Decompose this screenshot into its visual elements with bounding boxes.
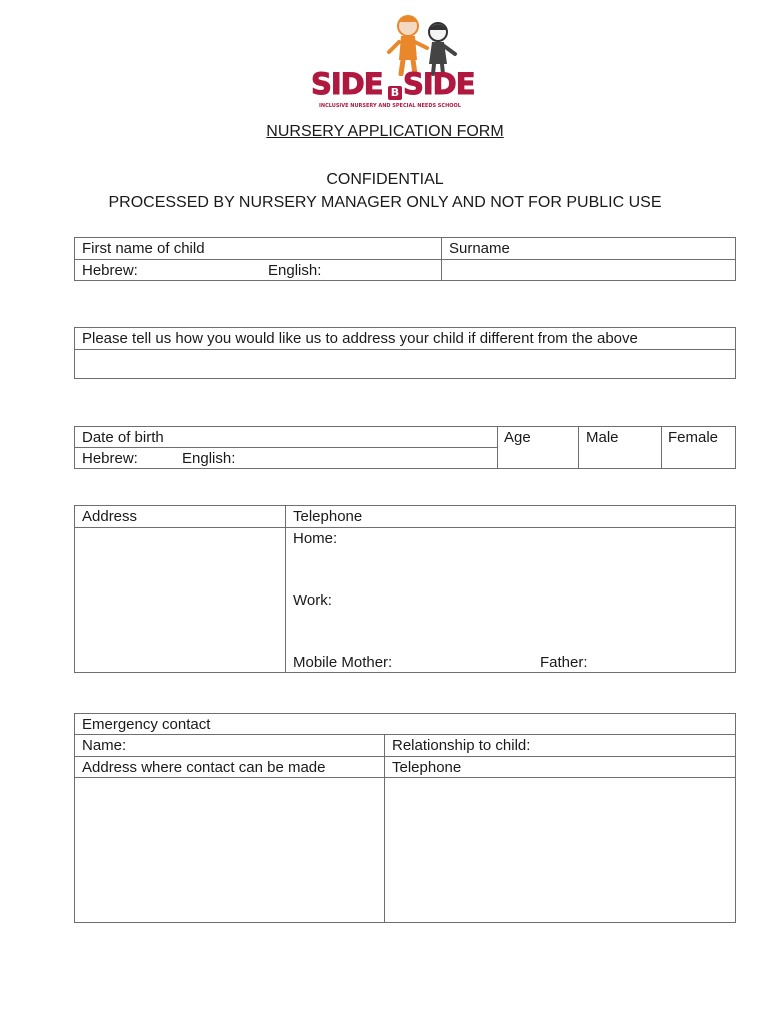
emergency-address-label: Address where contact can be made bbox=[82, 759, 326, 776]
telephone-label: Telephone bbox=[293, 508, 363, 525]
emergency-address-field[interactable] bbox=[75, 778, 383, 921]
logo-word-right: SIDE bbox=[403, 67, 475, 101]
age-label: Age bbox=[504, 429, 531, 446]
dob-english-label: English: bbox=[182, 450, 236, 467]
emergency-telephone-label: Telephone bbox=[392, 759, 462, 776]
relationship-label: Relationship to child: bbox=[392, 737, 531, 754]
logo-tagline: INCLUSIVE NURSERY AND SPECIAL NEEDS SCHOOL bbox=[319, 103, 461, 109]
mobile-mother-label: Mobile Mother: bbox=[293, 654, 393, 671]
preferred-name-prompt: Please tell us how you would like us to address your child if different from the above bbox=[82, 330, 638, 347]
dob-hebrew-label: Hebrew: bbox=[82, 450, 138, 467]
preferred-name-field[interactable] bbox=[75, 350, 735, 378]
first-name-english-label: English: bbox=[268, 262, 322, 279]
emergency-telephone-field[interactable] bbox=[385, 778, 734, 921]
emergency-name-label: Name: bbox=[82, 737, 127, 754]
dob-label: Date of birth bbox=[82, 429, 164, 446]
address-label: Address bbox=[82, 508, 138, 525]
male-label: Male bbox=[586, 429, 619, 446]
school-logo bbox=[305, 12, 475, 112]
work-phone-label: Work: bbox=[293, 592, 332, 609]
logo-word-mid: B bbox=[388, 86, 402, 100]
form-title: NURSERY APPLICATION FORM bbox=[266, 123, 504, 140]
first-name-label: First name of child bbox=[82, 240, 205, 257]
logo-word-left: SIDE bbox=[311, 67, 383, 101]
address-field[interactable] bbox=[75, 528, 284, 671]
processed-note: PROCESSED BY NURSERY MANAGER ONLY AND NOT FOR PUBLIC USE bbox=[108, 194, 662, 211]
first-name-hebrew-label: Hebrew: bbox=[82, 262, 138, 279]
surname-label: Surname bbox=[449, 240, 510, 257]
surname-field[interactable] bbox=[443, 260, 734, 279]
emergency-heading: Emergency contact bbox=[82, 716, 211, 733]
confidential-heading: CONFIDENTIAL bbox=[326, 171, 444, 188]
home-phone-label: Home: bbox=[293, 530, 338, 547]
female-label: Female bbox=[668, 429, 719, 446]
father-phone-label: Father: bbox=[540, 654, 588, 671]
